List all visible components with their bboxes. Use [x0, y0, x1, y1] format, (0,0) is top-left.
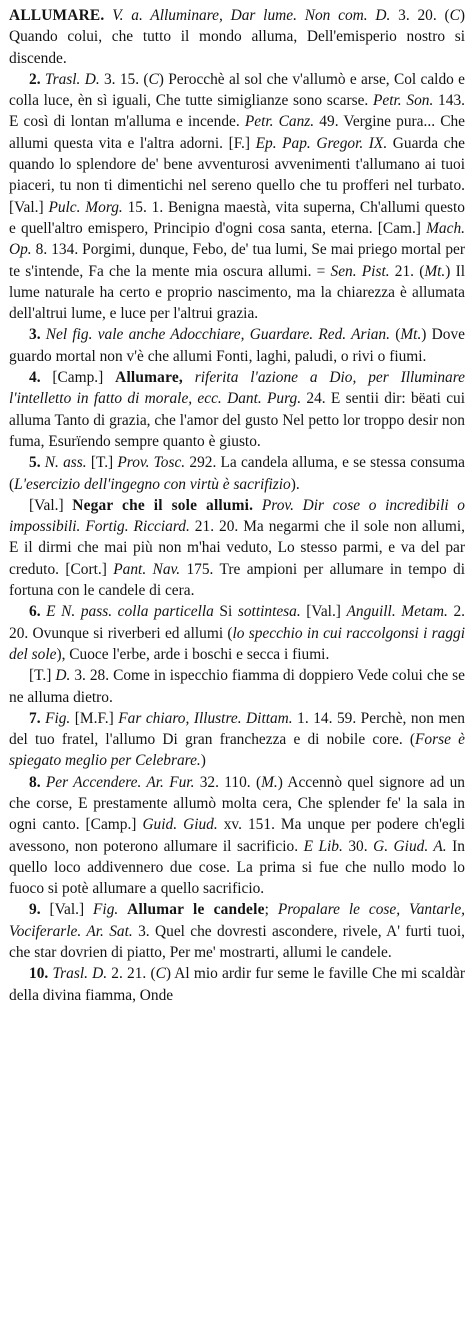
headword: Allumar le candele [127, 901, 265, 919]
entry-italic-text: V. a. Alluminare, Dar lume. Non com. D. [112, 7, 391, 24]
sense-number: 8. [29, 773, 41, 791]
headword: ALLUMARE. [9, 7, 105, 24]
entry-sense-paragraph [9, 495, 465, 601]
entry-text: 2. 21. ( [107, 965, 156, 983]
entry-text: ) Quando colui, che tutto il mondo alluma, Dell'emisperio nostro si discende. [9, 7, 465, 67]
entry-text [183, 369, 195, 386]
entry-text: 24. E sentii dir: bëati cui alluma Tanto di grazia, che l'amor del gusto Nel petto lor troppo desir non fuma, Esurïendo sempre quanto è giusto. [9, 390, 465, 450]
entry-sense-paragraph [9, 601, 465, 665]
entry-italic-text: Anguill. Metam. [346, 603, 448, 621]
entry-italic-text: Nel fig. vale anche Adocchiare, Guardare. Red. Arian. [45, 326, 390, 344]
entry-text: ) [200, 752, 206, 770]
entry-text: 15. 1. Benigna maestà, vita superna, Ch'allumi questo e quell'altro emispero, Principio d'ogni cosa santa, eterna. [Cam.] [9, 198, 465, 237]
entry-italic-text: riferita l'azione a Dio, per Illuminare l'intelletto in fatto di morale, ecc. Dant. Purg. [9, 369, 465, 408]
entry-italic-text: Far chiaro, Illustre. Dittam. [118, 709, 293, 727]
entry-italic-text: Guid. Giud. [142, 816, 218, 834]
entry-text: In quello loco addivennero due cose. La prima si fue che nullo modo lo fuoco si potè allumare a quello sacrificio. [9, 837, 465, 898]
entry-text: 175. Tre ampioni per allumare in tempo di fortuna con le candele di cera. [9, 560, 466, 600]
entry-italic-text: Pant. Nav. [113, 560, 181, 578]
entry-italic-text: Pulc. Morg. [48, 198, 123, 216]
entry-text [253, 497, 262, 514]
entry-text: 49. Vergine pura... Che allumi questa vita e l'altra adorni. [F.] [9, 113, 465, 152]
entry-text: 21. 20. Ma negarmi che il sole non allumi, E il dirmi che mai più non m'hai veduto, Lo stesso parmi, e va del par creduto. [Cort.] [9, 518, 465, 578]
entry-text: ) Dove guardo mortal non v'è che allumi Fonti, laghi, paludi, o rivi o fiumi. [9, 326, 465, 365]
entry-italic-text: C [155, 965, 166, 983]
headword: Allumare, [115, 369, 183, 387]
entry-text: Si [213, 603, 238, 621]
entry-text: ; [264, 901, 278, 919]
entry-italic-text: N. ass. [44, 454, 87, 472]
entry-italic-text: Sen. Pist. [330, 262, 390, 280]
entry-text: ) Perocchè al sol che v'allumò e arse, Col caldo e colla luce, èn sì iguali, Che tutte simiglianze sono scarse. [9, 70, 465, 110]
entry-text: xv. 151. Ma unque per podere ch'egli avessono, non poterono allumare il sacrificio. [9, 816, 465, 855]
entry-sense-paragraph [9, 69, 465, 325]
entry-text: 3. 28. Come in ispecchio fiamma di doppiero Vede colui che se ne alluma dietro. [9, 667, 465, 706]
entry-sense-paragraph [9, 772, 465, 900]
entry-text: 143. E così di lontan m'alluma e incende. [9, 92, 465, 131]
sense-number: 5. [29, 454, 41, 472]
entry-italic-text: Trasl. D. [44, 70, 100, 88]
entry-italic-text: lo specchio in cui raccolgonsi i raggi del sole [9, 624, 465, 663]
entry-italic-text: C [449, 7, 460, 24]
entry-sense-paragraph [9, 665, 465, 708]
entry-text: 32. 110. ( [194, 773, 262, 791]
entry-italic-text: Per Accendere. Ar. Fur. [45, 773, 195, 791]
entry-italic-text: Propalare le cose, Vantarle, Vociferarle. Ar. Sat. [9, 901, 466, 940]
entry-text: 3. Quel che dovresti ascondere, rivele, A' furti tuoi, che star dovrien di piatto, Per me' mostrarti, allumi le candele. [9, 922, 465, 962]
entry-text: ). [290, 475, 300, 493]
entry-italic-text: Trasl. D. [52, 965, 108, 983]
entry-italic-text: E Lib. [303, 837, 343, 855]
entry-text: [M.F.] [70, 709, 119, 727]
entry-headword-paragraph [9, 5, 465, 69]
entry-italic-text: Mt. [400, 326, 422, 344]
entry-text: 1. 14. 59. Perchè, non men del tuo fratel, l'allumo Di gran franchezza e di nobile core. ( [9, 709, 465, 749]
entry-sense-paragraph [9, 708, 465, 772]
sense-number: 2. [29, 70, 41, 88]
entry-text: ) Al mio ardir fur seme le faville Che mi scaldàr della divina fiamma, Onde [9, 965, 465, 1004]
entry-italic-text: D. [55, 667, 71, 685]
entry-italic-text: Prov. Tosc. [117, 454, 186, 472]
entry-sense-paragraph [9, 963, 465, 1006]
entry-italic-text: E N. pass. colla particella [46, 603, 214, 621]
sense-number: 9. [29, 901, 41, 919]
entry-text: 8. 134. Porgimi, dunque, Febo, de' tua lumi, Se mai priego mortal per te s'intende, Fa che la mente mia oscura allumi. = [9, 241, 465, 280]
entry-sense-paragraph [9, 452, 465, 495]
sense-number: 4. [29, 369, 41, 387]
entry-text: ) Il lume naturale ha certo e proprio nascimento, ma la chiarezza è allumata dell'altrui lume, e luce per l'altrui grazia. [9, 262, 466, 323]
entry-text: 21. ( [389, 262, 425, 280]
entry-text: ( [389, 326, 401, 344]
entry-italic-text: sottintesa. [237, 603, 301, 621]
sense-number: 6. [29, 603, 41, 621]
entry-italic-text: Ep. Pap. Gregor. IX. [255, 134, 388, 152]
sense-number: 10. [29, 965, 49, 983]
entry-text: [T.] [86, 454, 118, 472]
entry-italic-text: Mach. Op. [9, 219, 465, 259]
entry-text: 2. 20. Ovunque si riverberi ed allumi ( [9, 603, 465, 642]
entry-italic-text: Fig. [45, 709, 71, 727]
entry-text: 30. [342, 837, 374, 855]
entry-text: Guarda che quando lo splendore de' bene avventurosi avvenimenti t'allumano ai tuoi piaceri, tu non ti dimentichi nel sereno quello che tu profferi nel turbato. [Val.] [9, 134, 465, 216]
entry-text: [T.] [29, 667, 56, 685]
entry-text: ), Cuoce l'erbe, arde i boschi e secca i fiumi. [56, 645, 330, 663]
entry-sense-paragraph [9, 367, 465, 452]
entry-italic-text: Petr. Son. [373, 92, 434, 110]
headword: Negar che il sole allumi. [72, 496, 254, 514]
entry-text: [Val.] [29, 496, 73, 514]
entry-italic-text: M. [261, 773, 278, 791]
entry-text: [Val.] [300, 603, 347, 621]
entry-text: 292. La candela alluma, e se stessa consuma ( [9, 454, 465, 493]
entry-sense-paragraph [9, 899, 465, 963]
entry-text: 3. 15. ( [99, 70, 149, 88]
entry-sense-paragraph [9, 324, 465, 367]
entry-italic-text: Petr. Canz. [244, 113, 315, 131]
entry-italic-text: Fig. [93, 901, 119, 919]
entry-italic-text: Mt. [424, 262, 446, 280]
entry-italic-text: Forse è spiegato meglio per Celebrare. [9, 731, 465, 770]
entry-text: 3. 20. ( [390, 7, 450, 24]
entry-italic-text: L'esercizio dell'ingegno con virtù è sacrifizio [14, 475, 291, 493]
entry-text [118, 901, 127, 918]
entry-italic-text: Prov. Dir cose o incredibili o impossibili. Fortig. Ricciard. [9, 496, 465, 536]
entry-text: [Camp.] [40, 369, 116, 387]
sense-number: 3. [29, 326, 41, 344]
entry-italic-text: C [148, 70, 159, 88]
entry-text: [Val.] [40, 901, 94, 919]
entry-text: ) Accennò quel signore ad un che corse, E prestamente allumò molta cera, Che splender fe' la sala in ogni canto. [Camp.] [9, 773, 465, 834]
sense-number: 7. [29, 709, 41, 727]
entry-italic-text: G. Giud. A. [373, 837, 447, 855]
